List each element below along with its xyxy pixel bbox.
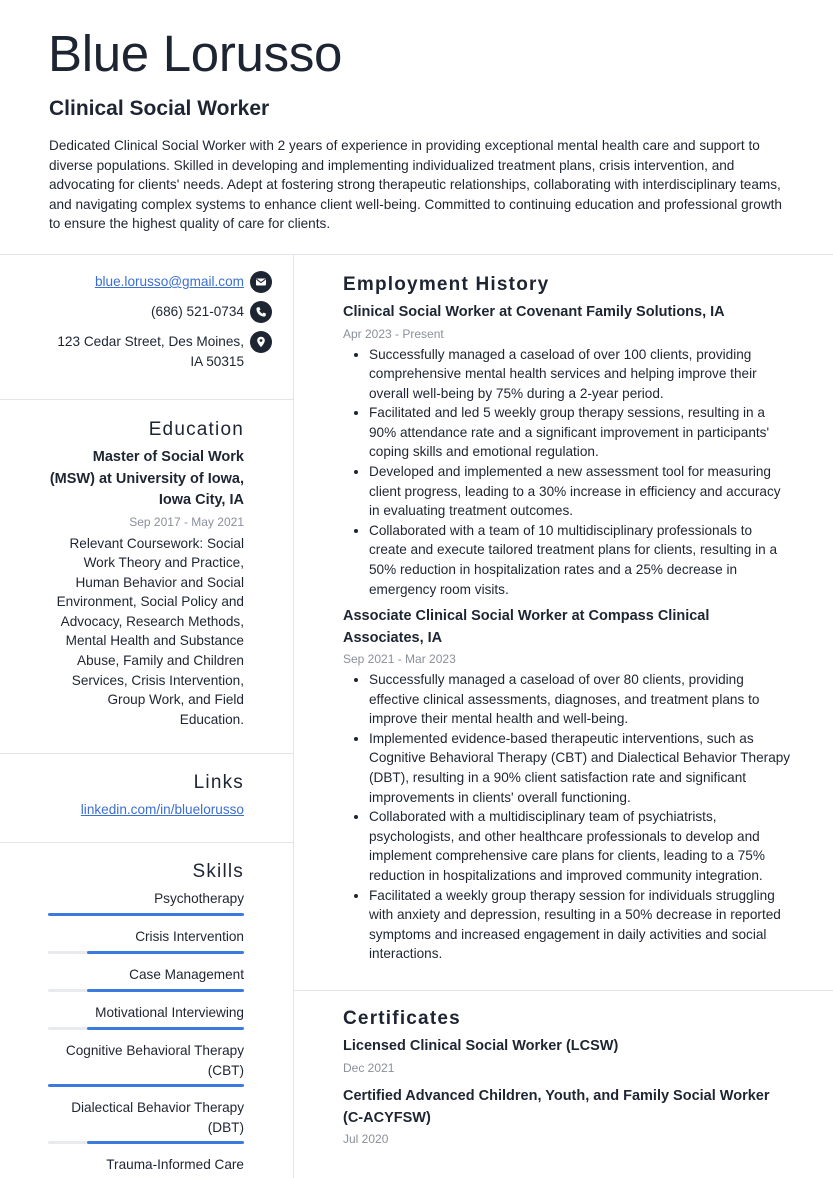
job-entry [343, 606, 791, 964]
skill-item [48, 965, 244, 992]
job-bullet: • Developed and implemented a new assessment tool for measuring client progress, leading to a 30% increase in efficiency and accuracy in evaluating treatment outcomes. [369, 462, 791, 521]
job-bullet: • Implemented evidence-based therapeutic interventions, such as Cognitive Behavioral Therapy (CBT) and Dialectical Behavior Therapy (DBT), resulting in a 90% client satisfaction rate and significant improvements in clients' overall functioning. [369, 729, 791, 807]
skill-level-bar [48, 913, 244, 916]
job-bullets [343, 670, 791, 964]
education-heading: Education [148, 419, 244, 440]
job-title: Clinical Social Worker at Covenant Family Solutions, IA [343, 304, 725, 320]
job-bullets [343, 345, 791, 600]
certificate-name: Licensed Clinical Social Worker (LCSW) [343, 1038, 619, 1054]
skill-level-bar [48, 951, 244, 954]
contact-phone-row [151, 302, 272, 323]
certificate-date: Dec 2021 [343, 1060, 395, 1075]
job-bullet: • Collaborated with a team of 10 multidisciplinary professionals to create and execute tailored treatment plans for clients, resulting in a 50% reduction in hospitalization rates and a 25% decrease in emergency room visits. [369, 521, 791, 599]
skill-level-fill [87, 989, 244, 992]
candidate-title: Clinical Social Worker [49, 97, 270, 120]
job-dates: Sep 2021 - Mar 2023 [343, 652, 456, 666]
contact-address-row [44, 332, 272, 371]
skill-level-bar [48, 1084, 244, 1087]
links-divider [0, 842, 293, 843]
job-bullet: • Facilitated a weekly group therapy session for individuals struggling with anxiety and depression, resulting in a 50% decrease in reported symptoms and increased engagement in daily activities and social interactions. [369, 886, 791, 964]
education-entry [48, 447, 244, 729]
skill-level-bar [48, 1141, 244, 1144]
location-pin-icon [250, 331, 272, 353]
skill-level-fill [48, 1084, 244, 1087]
skill-level-fill [48, 913, 244, 916]
linkedin-link[interactable]: linkedin.com/in/bluelorusso [80, 802, 244, 817]
skill-item [48, 1098, 244, 1144]
job-entry [343, 302, 791, 599]
skill-level-fill [87, 1141, 244, 1144]
profile-summary: Dedicated Clinical Social Worker with 2 years of experience in providing exceptional mental health care and support to diverse populations. Skilled in developing and implementing individualized treatment plans, crisis intervention, and advocating for clients' needs. Adept at fostering strong therapeutic relationships, collaborating with interdisciplinary teams, and navigating complex systems to enhance client well-being. Committed to continuing education and professional growth to ensure the highest quality of care for clients. [49, 138, 782, 232]
certificate-entry [343, 1086, 791, 1147]
job-bullet: • Collaborated with a multidisciplinary team of psychiatrists, psychologists, and other healthcare professionals to develop and implement comprehensive care plans for clients, leading to a 75% reduction in hospitalizations and improved community integration. [369, 807, 791, 885]
skill-name: Crisis Intervention [135, 929, 244, 944]
envelope-icon [250, 271, 272, 293]
education-description: Relevant Coursework: Social Work Theory and Practice, Human Behavior and Social Environment, Social Policy and Advocacy, Research Methods, Mental Health and Substance Abuse, Family and Children Services, Crisis Intervention, Group Work, and Field Education. [56, 535, 244, 727]
skills-heading: Skills [192, 861, 244, 882]
skill-name: Motivational Interviewing [95, 1005, 244, 1020]
employment-divider [293, 990, 833, 991]
skill-item [48, 1041, 244, 1087]
skill-level-bar [48, 989, 244, 992]
education-degree: Master of Social Work (MSW) at University of Iowa, Iowa City, IA [49, 449, 244, 508]
skill-level-fill [87, 951, 244, 954]
contact-email-row [95, 272, 272, 293]
skill-name: Trauma-Informed Care [106, 1157, 244, 1172]
skill-level-fill [87, 1027, 244, 1030]
job-bullet: • Facilitated and led 5 weekly group therapy sessions, resulting in a 90% attendance rate and a significant improvement in participants' coping skills and emotional regulation. [369, 403, 791, 462]
skill-item [48, 1003, 244, 1030]
resume-header [0, 0, 833, 254]
contact-divider [0, 399, 293, 400]
skill-item [48, 889, 244, 916]
skill-item [48, 927, 244, 954]
candidate-name: Blue Lorusso [48, 25, 343, 82]
education-dates: Sep 2017 - May 2021 [129, 514, 244, 529]
job-bullet: • Successfully managed a caseload of over 100 clients, providing comprehensive mental health services and helping improve their overall well-being by 75% during a 2-year period. [369, 345, 791, 404]
skill-name: Case Management [129, 967, 244, 982]
email-link[interactable]: blue.lorusso@gmail.com [94, 274, 244, 289]
job-title: Associate Clinical Social Worker at Compass Clinical Associates, IA [343, 608, 710, 646]
links-list [48, 800, 244, 820]
header-divider [0, 254, 833, 255]
job-bullet: • Successfully managed a caseload of over 80 clients, providing effective clinical assessments, diagnoses, and treatment plans to improve their mental health and well-being. [369, 670, 791, 729]
certificate-date: Jul 2020 [343, 1132, 389, 1146]
job-dates: Apr 2023 - Present [343, 326, 444, 341]
skill-name: Dialectical Behavior Therapy (DBT) [71, 1100, 244, 1135]
employment-heading: Employment History [343, 274, 550, 295]
skill-level-bar [48, 1027, 244, 1030]
certificate-name: Certified Advanced Children, Youth, and Family Social Worker (C-ACYFSW) [343, 1088, 770, 1126]
address: 123 Cedar Street, Des Moines, IA 50315 [57, 334, 244, 369]
certificates-heading: Certificates [343, 1008, 461, 1029]
column-divider [293, 254, 294, 1178]
certificate-entry [343, 1036, 791, 1076]
skill-name: Cognitive Behavioral Therapy (CBT) [65, 1043, 244, 1078]
links-heading: Links [193, 772, 244, 793]
phone-number: (686) 521-0734 [151, 304, 244, 319]
skill-name: Psychotherapy [154, 891, 244, 906]
phone-icon [250, 301, 272, 323]
skill-item [48, 1155, 244, 1175]
education-divider [0, 753, 293, 754]
